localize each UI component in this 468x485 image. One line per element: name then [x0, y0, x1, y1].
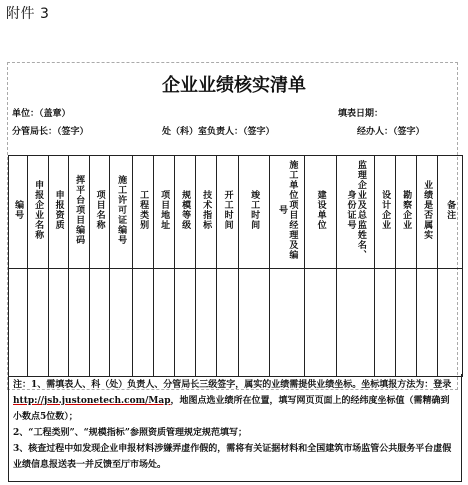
column-header: 项目地址: [154, 156, 175, 269]
table-cell[interactable]: [196, 269, 217, 377]
table-cell[interactable]: [417, 269, 438, 377]
unit-label: 单位：（盖章）: [12, 109, 71, 119]
table-row: [9, 269, 463, 377]
column-header: 业绩是否属实: [417, 156, 438, 269]
attachment-label: 附件 3: [6, 6, 50, 22]
table-cell[interactable]: [69, 269, 90, 377]
column-header: 编号: [9, 156, 28, 269]
table-cell[interactable]: [175, 269, 196, 377]
column-header: 施工许可证编号: [110, 156, 133, 269]
column-header: 竣工时间: [239, 156, 270, 269]
column-header: 工程类别: [133, 156, 154, 269]
table-cell[interactable]: [438, 269, 463, 377]
table-cell[interactable]: [270, 269, 305, 377]
table-cell[interactable]: [28, 269, 49, 377]
column-header: 项目名称: [90, 156, 110, 269]
table-cell[interactable]: [154, 269, 175, 377]
table-cell[interactable]: [305, 269, 337, 377]
handler-signature-label: 经办人：（签字）: [357, 127, 425, 137]
page-title: 企业业绩核实清单: [162, 75, 306, 96]
table-cell[interactable]: [9, 269, 28, 377]
table-cell[interactable]: [110, 269, 133, 377]
note-1-tail: ，地图点选业绩所在位置，填写网页页面上的经纬度坐标值（需精确到小数点5位数）；: [13, 396, 450, 422]
verification-table: [8, 155, 463, 377]
column-header: 设计企业: [375, 156, 396, 269]
table-cell[interactable]: [337, 269, 375, 377]
column-header: 备注: [438, 156, 463, 269]
column-header: 技术指标: [196, 156, 217, 269]
table-cell[interactable]: [375, 269, 396, 377]
column-header: 施工单位项目经理及编号: [270, 156, 305, 269]
table-cell[interactable]: [90, 269, 110, 377]
table-header-row: [9, 156, 463, 269]
table-cell[interactable]: [239, 269, 270, 377]
table-cell[interactable]: [49, 269, 69, 377]
column-header: 建设单位: [305, 156, 337, 269]
map-link[interactable]: http://jsb.justonetech.com/Map: [13, 396, 171, 406]
fill-date-label: 填表日期：: [338, 109, 384, 119]
dept-responsible-signature-label: 处（科）室负责人：（签字）: [162, 127, 275, 137]
column-header: 监理企业及总监姓名、身份证号: [337, 156, 375, 269]
table-cell[interactable]: [133, 269, 154, 377]
column-header: 申报企业名称: [28, 156, 49, 269]
note-3: 3、核查过程中如发现企业申报材料涉嫌弄虚作假的，需将有关证据材料和全国建筑市场监管公共服务平台虚假业绩信息报送表一并反馈至厅市场处。: [13, 444, 452, 470]
column-header: 勘察企业: [396, 156, 417, 269]
column-header: 申报资质: [49, 156, 69, 269]
table-cell[interactable]: [217, 269, 239, 377]
notes-section: [8, 374, 462, 482]
note-1: [13, 377, 457, 425]
table-cell[interactable]: [396, 269, 417, 377]
column-header: 开工时间: [217, 156, 239, 269]
column-header: 挥平台项目编码: [69, 156, 90, 269]
note-1-text: 注：1、需填表人、科（处）负责人、分管局长三级签字，属实的业绩需提供业绩坐标。坐标填报方法为：登录: [13, 380, 452, 390]
column-header: 规模等级: [175, 156, 196, 269]
note-2: 2、“工程类别”、“规模指标”参照资质管理规定规范填写；: [13, 428, 247, 438]
leader-signature-label: 分管局长：（签字）: [12, 127, 89, 137]
